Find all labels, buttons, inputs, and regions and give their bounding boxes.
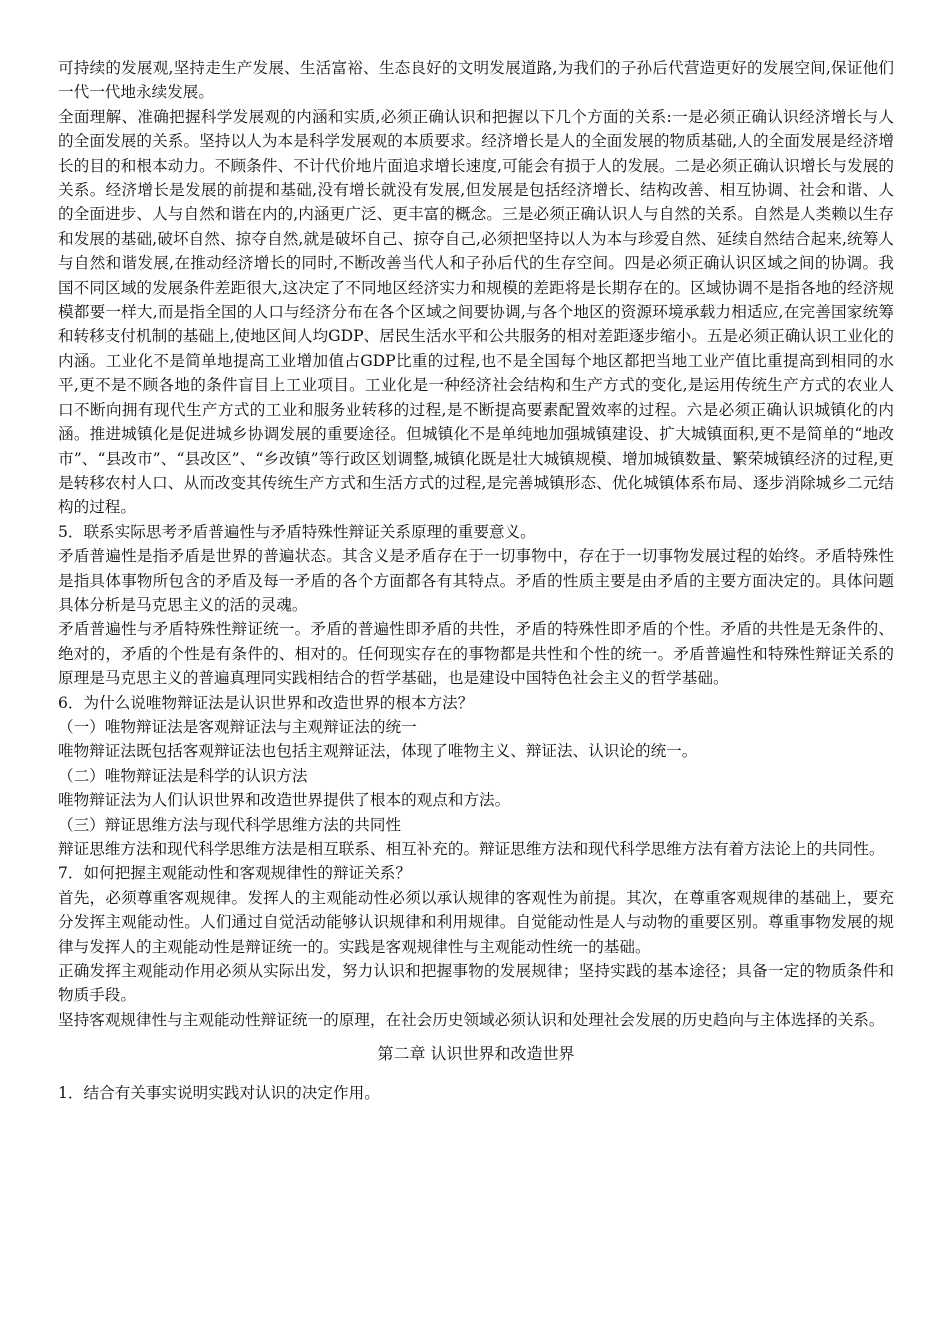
paragraph-7-3: 坚持客观规律性与主观能动性辩证统一的原理，在社会历史领域必须认识和处理社会发展的历史趋向与主体选择的关系。: [58, 1010, 885, 1029]
chapter2-question-1: 1．结合有关事实说明实践对认识的决定作用。: [58, 1083, 380, 1102]
paragraph-contradiction-universality: 矛盾普遍性是指矛盾是世界的普遍状态。其含义是矛盾存在于一切事物中，存在于一切事物发展过程的始终。矛盾特殊性是指具体事物所包含的矛盾及每一矛盾的各个方面都各有其特点。矛盾的性质主要是由矛盾的主要方面决定的。具体问题具体分析是马克思主义的活的灵魂。: [58, 547, 894, 614]
subheading-6-3: （三）辩证思维方法与现代科学思维方法的共同性: [58, 815, 402, 834]
subheading-6-2: （二）唯物辩证法是科学的认识方法: [58, 766, 308, 785]
question-6: 6．为什么说唯物辩证法是认识世界和改造世界的根本方法？: [58, 693, 474, 712]
paragraph-7-2: 正确发挥主观能动作用必须从实际出发，努力认识和把握事物的发展规律；坚持实践的基本途径；具备一定的物质条件和物质手段。: [58, 962, 894, 1005]
document-page: [58, 56, 894, 1105]
question-7: 7．如何把握主观能动性和客观规律性的辩证关系？: [58, 864, 411, 883]
paragraph-7-1: 首先，必须尊重客观规律。发挥人的主观能动性必须以承认规律的客观性为前提。其次，在尊重客观规律的基础上，要充分发挥主观能动性。人们通过自觉活动能够认识规律和利用规律。自觉能动性是人与动物的重要区别。尊重事物发展的规律与发挥人的主观能动性是辩证统一的。实践是客观规律性与主观能动性统一的基础。: [58, 888, 894, 956]
paragraph-sustainable-development: 可持续的发展观,坚持走生产发展、生活富裕、生态良好的文明发展道路,为我们的子孙后代营造更好的发展空间,保证他们一代一代地永续发展。: [58, 59, 894, 102]
paragraph-6-3: 辩证思维方法和现代科学思维方法是相互联系、相互补充的。辩证思维方法和现代科学思维方法有着方法论上的共同性。: [58, 840, 885, 858]
paragraph-6-2: 唯物辩证法为人们认识世界和改造世界提供了根本的观点和方法。: [58, 791, 511, 810]
question-5: 5．联系实际思考矛盾普遍性与矛盾特殊性辩证关系原理的重要意义。: [58, 522, 536, 541]
chapter-title: 第二章 认识世界和改造世界: [377, 1044, 575, 1064]
subheading-6-1: （一）唯物辩证法是客观辩证法与主观辩证法的统一: [58, 717, 417, 736]
paragraph-6-1: 唯物辩证法既包括客观辩证法也包括主观辩证法，体现了唯物主义、辩证法、认识论的统一。: [58, 742, 698, 761]
paragraph-contradiction-unity: 矛盾普遍性与矛盾特殊性辩证统一。矛盾的普遍性即矛盾的共性，矛盾的特殊性即矛盾的个性。矛盾的共性是无条件的、绝对的，矛盾的个性是有条件的、相对的。任何现实存在的事物都是共性和个性的统一。矛盾普遍性和特殊性辩证关系的原理是马克思主义的普遍真理同实践相结合的哲学基础，也是建设中国特色社会主义的哲学基础。: [58, 620, 894, 688]
paragraph-scientific-outlook: 全面理解、准确把握科学发展观的内涵和实质,必须正确认识和把握以下几个方面的关系:一是必须正确认识经济增长与人的全面发展的关系。坚持以人为本是科学发展观的本质要求。经济增长是人的全面发展的物质基础,人的全面发展是经济增长的目的和根本动力。不顾条件、不计代价地片面追求增长速度,可能会有损于人的发展。二是必须正确认识增长与发展的关系。经济增长是发展的前提和基础,没有增长就没有发展,但发展是包括经济增长、结构改善、相互协调、社会和谐、人的全面进步、人与自然和谐在内的,内涵更广泛、更丰富的概念。三是必须正确认识人与自然的关系。自然是人类赖以生存和发展的基础,破坏自然、掠夺自然,就是破坏自己、掠夺自己,必须把坚持以人为本与珍爱自然、延续自然结合起来,统筹人与自然和谐发展,在推动经济增长的同时,不断改善当代人和子孙后代的生存空间。四是必须正确认识区域之间的协调。我国不同区域的发展条件差距很大,这决定了不同地区经济实力和规模的差距将是长期存在的。区域协调不是指各地的经济规模都要一样大,而是指全国的人口与经济分布在各个区域之间要协调,与各个地区的资源环境承载力相适应,在完善国家统筹和转移支付机制的基础上,使地区间人均GDP、居民生活水平和公共服务的相对差距逐步缩小。五是必须正确认识工业化的内涵。工业化不是简单地提高工业增加值占GDP比重的过程,也不是全国每个地区都把当地工业产值比重提高到相同的水平,更不是不顾各地的条件盲目上工业项目。工业化是一种经济社会结构和生产方式的变化,是运用传统生产方式的农业人口不断向拥有现代生产方式的工业和服务业转移的过程,是不断提高要素配置效率的过程。六是必须正确认识城镇化的内涵。推进城镇化是促进城乡协调发展的重要途径。但城镇化不是单纯地加强城镇建设、扩大城镇面积,更不是简单的“地改市”、“县改市”、“县改区”、“乡改镇”等行政区划调整,城镇化既是壮大城镇规模、增加城镇数量、繁荣城镇经济的过程,更是转移农村人口、从而改变其传统生产方式和生活方式的过程,是完善城镇形态、优化城镇体系布局、逐步消除城乡二元结构的过程。: [58, 107, 894, 517]
